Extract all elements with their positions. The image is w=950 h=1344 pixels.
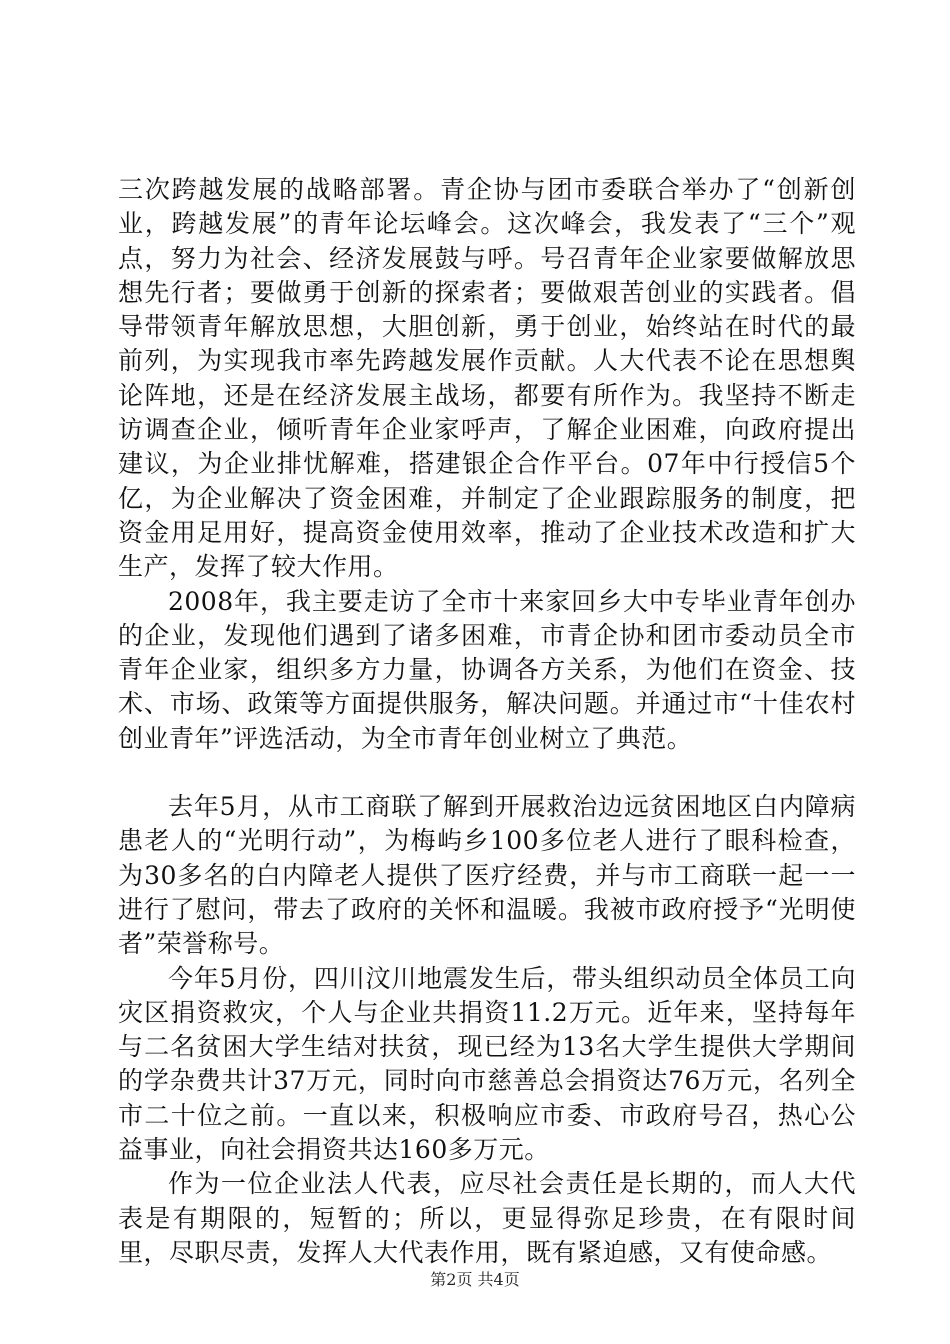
paragraph-continuation: 三次跨越发展的战略部署。青企协与团市委联合举办了“创新创业，跨越发展”的青年论坛峰会。这次峰会，我发表了“三个”观点，努力为社会、经济发展鼓与呼。号召青年企业家要做解放思想先行者；要做勇于创新的探索者；要做艰苦创业的实践者。倡导带领青年解放思想，大胆创新，勇于创业，始终站在时代的最前列，为实现我市率先跨越发展作贡献。人大代表不论在思想舆论阵地，还是在经济发展主战场，都要有所作为。我坚持不断走访调查企业，倾听青年企业家呼声，了解企业困难，向政府提出建议，为企业排忧解难，搭建银企合作平台。07年中行授信5个亿，为企业解决了资金困难，并制定了企业跟踪服务的制度，把资金用足用好，提高资金使用效率，推动了企业技术改造和扩大生产，发挥了较大作用。 [118, 175, 856, 582]
paragraph-responsibility: 作为一位企业法人代表，应尽社会责任是长期的，而人大代表是有期限的，短暂的；所以，更显得弥足珍贵，在有限时间里，尽职尽责，发挥人大代表作用，既有紧迫感，又有使命感。 [118, 1169, 856, 1267]
paragraph-2008-visits: 2008年，我主要走访了全市十来家回乡大中专毕业青年创办的企业，发现他们遇到了诸多困难，市青企协和团市委动员全市青年企业家，组织多方力量，协调各方关系，为他们在资金、技术、市场、政策等方面提供服务，解决问题。并通过市“十佳农村创业青年”评选活动，为全市青年创业树立了典范。 [118, 586, 856, 753]
paragraph-earthquake-donation: 今年5月份，四川汶川地震发生后，带头组织动员全体员工向灾区捐资救灾，个人与企业共捐资11.2万元。近年来，坚持每年与二名贫困大学生结对扶贫，现已经为13名大学生提供大学期间的学杂费共计37万元，同时向市慈善总会捐资达76万元，名列全市二十位之前。一直以来，积极响应市委、市政府号召，热心公益事业，向社会捐资共达160多万元。 [118, 963, 856, 1165]
paragraph-guangming-action: 去年5月，从市工商联了解到开展救治边远贫困地区白内障病患老人的“光明行动”，为梅屿乡100多位老人进行了眼科检查，为30多名的白内障老人提供了医疗经费，并与市工商联一起一一进行了慰问，带去了政府的关怀和温暖。我被市政府授予“光明使者”荣誉称号。 [118, 792, 856, 959]
document-body [118, 173, 856, 1270]
page-number-footer: 第2页 共4页 [430, 1270, 520, 1289]
